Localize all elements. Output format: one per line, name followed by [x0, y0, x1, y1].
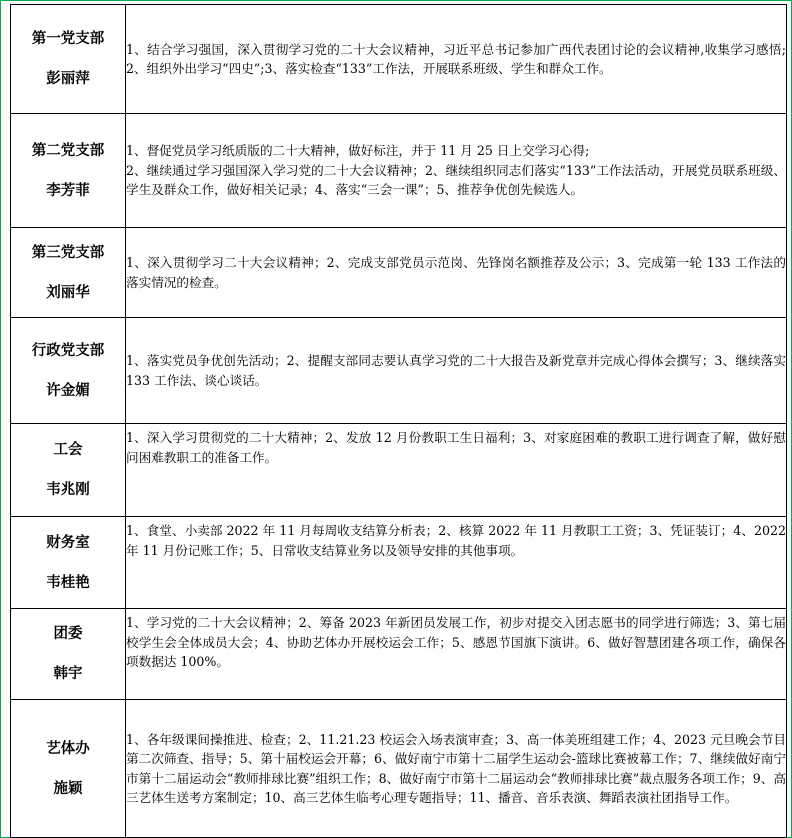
person-name: 李芳菲 [46, 182, 90, 199]
unit-name: 第二党支部 [31, 142, 105, 159]
task-text: 2、继续通过学习强国深入学习党的二十大会议精神；2、继续组织同志们落实“133”工作法活动，开展党员联系班级、学生及群众工作，做好相关记录；4、落实“三会一课”；5、推荐争优创先候选人。 [126, 162, 786, 198]
task-text: 1、结合学习强国，深入贯彻学习党的二十大会议精神，习近平总书记参加广西代表团讨论的会议精神,收集学习感悟;2、组织外出学习“四史”;3、落实检查“133”工作法，开展联系班级、学生和群众工作。 [126, 41, 786, 76]
task-text: 1、各年级课间操推进、检查；2、11.21.23 校运会入场表演审查；3、高一体美班组建工作；4、2023 元旦晚会节目第二次筛查、指导；5、第十届校运会开幕；6、做好南宁市第十二届学生运动会-篮球比赛被幕工作；7、继续做好南宁市第十二届运动会“教师排球比赛”组织工作；8、做好南宁市第十二届运动会“教师排球比赛”裁点服务各项工作；9、高三艺体生送考方案制定；10、高三艺体生临考心理专题指导；11、播音、音乐表演、舞蹈表演社团指导工作。 [126, 731, 786, 805]
unit-cell [11, 517, 126, 609]
task-cell [126, 114, 787, 228]
task-text: 1、深入学习贯彻党的二十大精神；2、发放 12 月份教职工生日福利；3、对家庭困难的教职工进行调查了解，做好慰问困难教职工的准备工作。 [126, 430, 786, 465]
table-row [11, 517, 787, 609]
person-name: 韦桂艳 [46, 574, 90, 591]
person-name: 刘丽华 [46, 284, 90, 301]
task-cell [126, 700, 787, 838]
work-plan-table [10, 4, 787, 838]
unit-cell [11, 114, 126, 228]
unit-name: 工会 [53, 442, 83, 458]
unit-cell [11, 424, 126, 517]
unit-cell [11, 318, 126, 424]
task-text: 1、落实党员争优创先活动；2、提醒支部同志要认真学习党的二十大报告及新党章并完成心得体会撰写；3、继续落实 133 工作法、谈心谈话。 [126, 353, 786, 388]
person-name: 彭丽萍 [46, 71, 90, 87]
person-name: 许金媚 [46, 382, 90, 399]
task-cell [126, 517, 787, 609]
person-name: 韩宇 [53, 666, 83, 682]
unit-cell [11, 5, 126, 114]
person-name: 施颖 [53, 780, 83, 797]
task-cell [126, 5, 787, 114]
task-text: 1、学习党的二十大会议精神；2、筹备 2023 年新团员发展工作，初步对提交入团志愿书的同学进行筛选；3、第七届校学生会全体成员大会；4、协助艺体办开展校运会工作；5、感恩节国旗下演讲。6、做好智慧团建各项工作，确保各项数据达 100%。 [126, 615, 786, 669]
person-name: 韦兆刚 [46, 482, 90, 498]
task-cell [126, 424, 787, 517]
unit-name: 行政党支部 [31, 342, 105, 359]
task-text: 1、深入贯彻学习二十大会议精神；2、完成支部党员示范岗、先锋岗名额推荐及公示；3、完成第一轮 133 工作法的落实情况的检查。 [126, 255, 786, 290]
work-plan-rows [11, 5, 787, 838]
task-text: 1、食堂、小卖部 2022 年 11 月每周收支结算分析表；2、核算 2022 年 11 月教职工工资；3、凭证装订；4、2022 年 11 月份记账工作；5、日常收支结算业务以及领导安排的其他事项。 [126, 523, 786, 558]
unit-cell [11, 228, 126, 318]
table-row [11, 700, 787, 838]
unit-cell [11, 700, 126, 838]
table-row [11, 609, 787, 700]
task-cell [126, 228, 787, 318]
table-row [11, 228, 787, 318]
task-cell [126, 318, 787, 424]
task-cell [126, 609, 787, 700]
table-row [11, 318, 787, 424]
unit-name: 财务室 [46, 534, 90, 551]
unit-name: 第三党支部 [31, 244, 105, 261]
unit-name: 团委 [53, 626, 83, 642]
task-text: 1、督促党员学习纸质版的二十大精神，做好标注，并于 11 月 25 日上交学习心得; [126, 143, 590, 159]
table-row [11, 424, 787, 517]
table-row [11, 114, 787, 228]
unit-name: 第一党支部 [31, 31, 105, 47]
unit-cell [11, 609, 126, 700]
table-row [11, 5, 787, 114]
unit-name: 艺体办 [46, 740, 90, 757]
